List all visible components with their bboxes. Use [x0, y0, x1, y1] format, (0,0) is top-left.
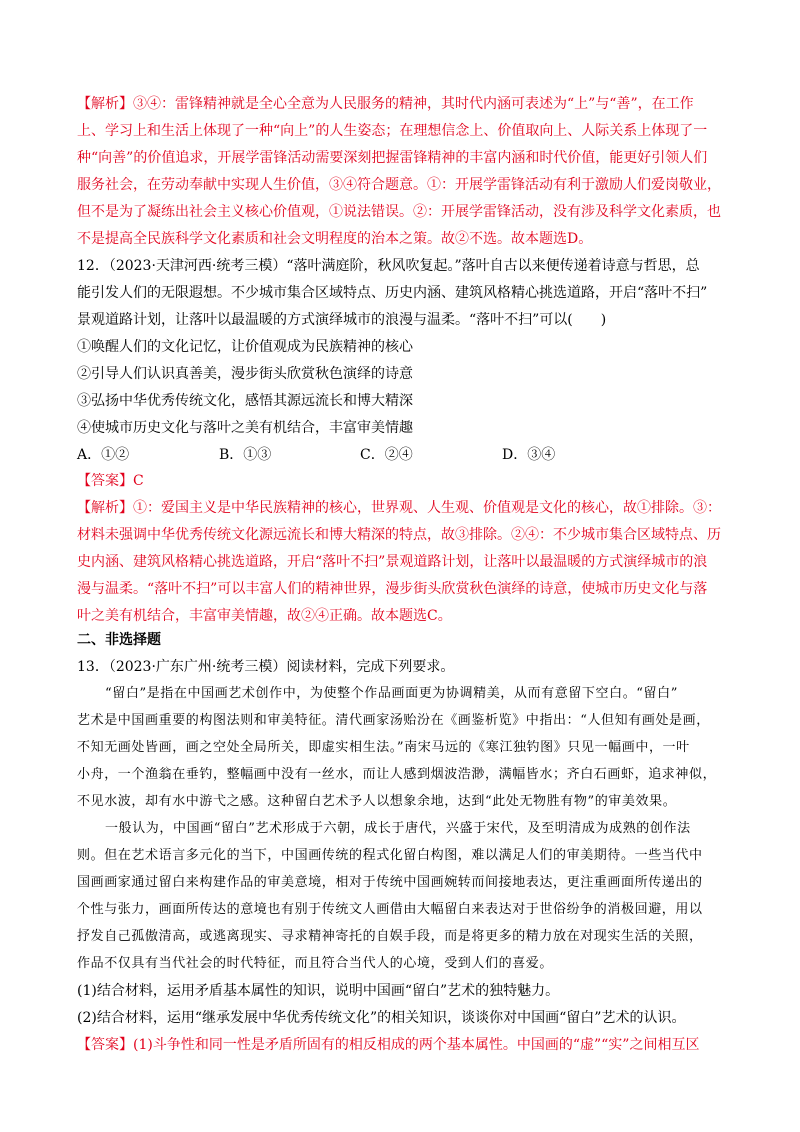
q13-material-line-1: “留白”是指在中国画艺术创作中，为使整个作品画面更为协调精美，从而有意留下空白。“留白” — [105, 686, 678, 701]
q11-analysis-line-4: 服务社会，在劳动奉献中实现人生价值，③④符合题意。①：开展学雷锋活动有利于激励人们爱岗敬业， — [77, 177, 721, 193]
q12-options — [77, 445, 737, 465]
q12-stem-line-3: 景观道路计划，让落叶以最温暖的方式演绎城市的浪漫与温柔。“落叶不扫”可以( ) — [77, 312, 607, 328]
q12-answer-value: C — [133, 473, 144, 489]
q11-analysis-line-5: 但不是为了凝练出社会主义核心价值观，①说法错误。②：开展学雷锋活动，没有涉及科学文化素质，也 — [77, 204, 721, 220]
q13-material-line-8: 国画画家通过留白来构建作品的审美意境，相对于传统中国画婉转而间接地表达，更注重画面所传递出的 — [77, 875, 703, 890]
q12-analysis-line-3: 史内涵、建筑风格精心挑选道路，开启“落叶不扫”景观道路计划，让落叶以最温暖的方式演绎城市的浪 — [77, 554, 708, 570]
q13-question-1: (1)结合材料，运用矛盾基本属性的知识，说明中国画“留白”艺术的独特魅力。 — [77, 983, 560, 999]
q12-option-b: B．①③ — [219, 447, 272, 463]
q12-option-a: A．①② — [77, 447, 130, 463]
q13-material-line-5: 不见水波，却有水中游弋之感。这种留白艺术予人以想象余地，达到“此处无物胜有物”的审美效果。 — [77, 794, 677, 809]
q12-statement-4: ④使城市历史文化与落叶之美有机结合，丰富审美情趣 — [77, 420, 413, 436]
q12-analysis-line-4: 漫与温柔。“落叶不扫”可以丰富人们的精神世界，漫步街头欣赏秋色演绎的诗意，使城市历史文化与落 — [77, 581, 708, 597]
q12-analysis-line-1: 【解析】①：爱国主义是中华民族精神的核心，世界观、人生观、价值观是文化的核心，故①排除。③： — [77, 500, 721, 516]
q12-stem-line-1: 12．（2023·天津河西·统考三模）“落叶满庭阶，秋风吹复起。”落叶自古以来便传递着诗意与哲思，总 — [77, 258, 700, 274]
q11-analysis-line-3: 种“向善”的价值追求，开展学雷锋活动需要深刻把握雷锋精神的丰富内涵和时代价值，能更好引领人们 — [77, 150, 708, 166]
section-heading: 二、非选择题 — [77, 632, 161, 648]
q13-material-line-2: 艺术是中国画重要的构图法则和审美特征。清代画家汤贻汾在《画鉴析览》中指出：“人但知有画处是画， — [77, 713, 710, 728]
analysis-tag: 【解析】 — [77, 500, 133, 516]
q13-material-line-3: 不知无画处皆画，画之空处全局所关，即虚实相生法。”南宋马远的《寒江独钓图》只见一幅画中，一叶 — [77, 740, 690, 755]
q13-material-line-9: 个性与张力，画面所传达的意境也有别于传统文人画借由大幅留白来表达对于世俗纷争的消极回避，用以 — [77, 902, 703, 917]
q11-analysis-line-2: 上、学习上和生活上体现了一种“向上”的人生姿态；在理想信念上、价值取向上、人际关系上体现了一 — [77, 123, 708, 139]
q13-material-line-4: 小舟，一个渔翁在垂钓，整幅画中没有一丝水，而让人感到烟波浩渺，满幅皆水；齐白石画虾，追求神似， — [77, 767, 717, 782]
q13-question-2: (2)结合材料，运用“继承发展中华优秀传统文化”的相关知识，谈谈你对中国画“留白”艺术的认识。 — [77, 1010, 686, 1026]
q13-material-line-10: 抒发自己孤傲清高，或逃离现实、寻求精神寄托的自娱手段，而是将更多的精力放在对现实生活的关照， — [77, 929, 703, 944]
q12-option-c: C．②④ — [360, 447, 413, 463]
q13-material-line-7: 则。但在艺术语言多元化的当下，中国画传统的程式化留白构图，难以满足人们的审美期待。一些当代中 — [77, 848, 703, 863]
q13-material-line-11: 作品不仅具有当代社会的时代特征，而且符合当代人的心境，受到人们的喜爱。 — [77, 956, 554, 971]
q12-statement-1: ①唤醒人们的文化记忆，让价值观成为民族精神的核心 — [77, 339, 413, 355]
answer-tag: 【答案】 — [77, 1037, 133, 1053]
q11-analysis-line-1: 【解析】③④：雷锋精神就是全心全意为人民服务的精神，其时代内涵可表述为“上”与“善”，在工作 — [77, 96, 694, 112]
q11-analysis-line-6: 不是提高全民族科学文化素质和社会文明程度的治本之策。故②不选。故本题选D。 — [77, 231, 593, 247]
analysis-tag: 【解析】 — [77, 96, 133, 112]
q12-answer — [77, 471, 737, 491]
q12-stem-line-2: 能引发人们的无限遐想。不少城市集合区域特点、历史内涵、建筑风格精心挑选道路，开启“落叶不扫” — [77, 285, 708, 301]
q12-statement-3: ③弘扬中华优秀传统文化，感悟其源远流长和博大精深 — [77, 393, 413, 409]
q13-stem: 13．（2023·广东广州·统考三模）阅读材料，完成下列要求。 — [77, 659, 455, 675]
q12-analysis-line-5: 叶之美有机结合，丰富审美情趣，故②④正确。故本题选C。 — [77, 608, 452, 624]
q12-analysis-line-2: 材料未强调中华优秀传统文化源远流长和博大精深的特点，故③排除。②④：不少城市集合区域特点、历 — [77, 527, 721, 543]
q12-option-d: D．③④ — [502, 447, 556, 463]
q13-material-line-6: 一般认为，中国画“留白”艺术形成于六朝，成长于唐代，兴盛于宋代，及至明清成为成熟的创作法 — [105, 821, 691, 836]
q12-statement-2: ②引导人们认识真善美，漫步街头欣赏秋色演绎的诗意 — [77, 366, 413, 382]
answer-tag: 【答案】 — [77, 473, 133, 489]
q13-answer-line-1: 【答案】(1)斗争性和同一性是矛盾所固有的相反相成的两个基本属性。中国画的“虚”“实”之间相互区 — [77, 1037, 700, 1053]
